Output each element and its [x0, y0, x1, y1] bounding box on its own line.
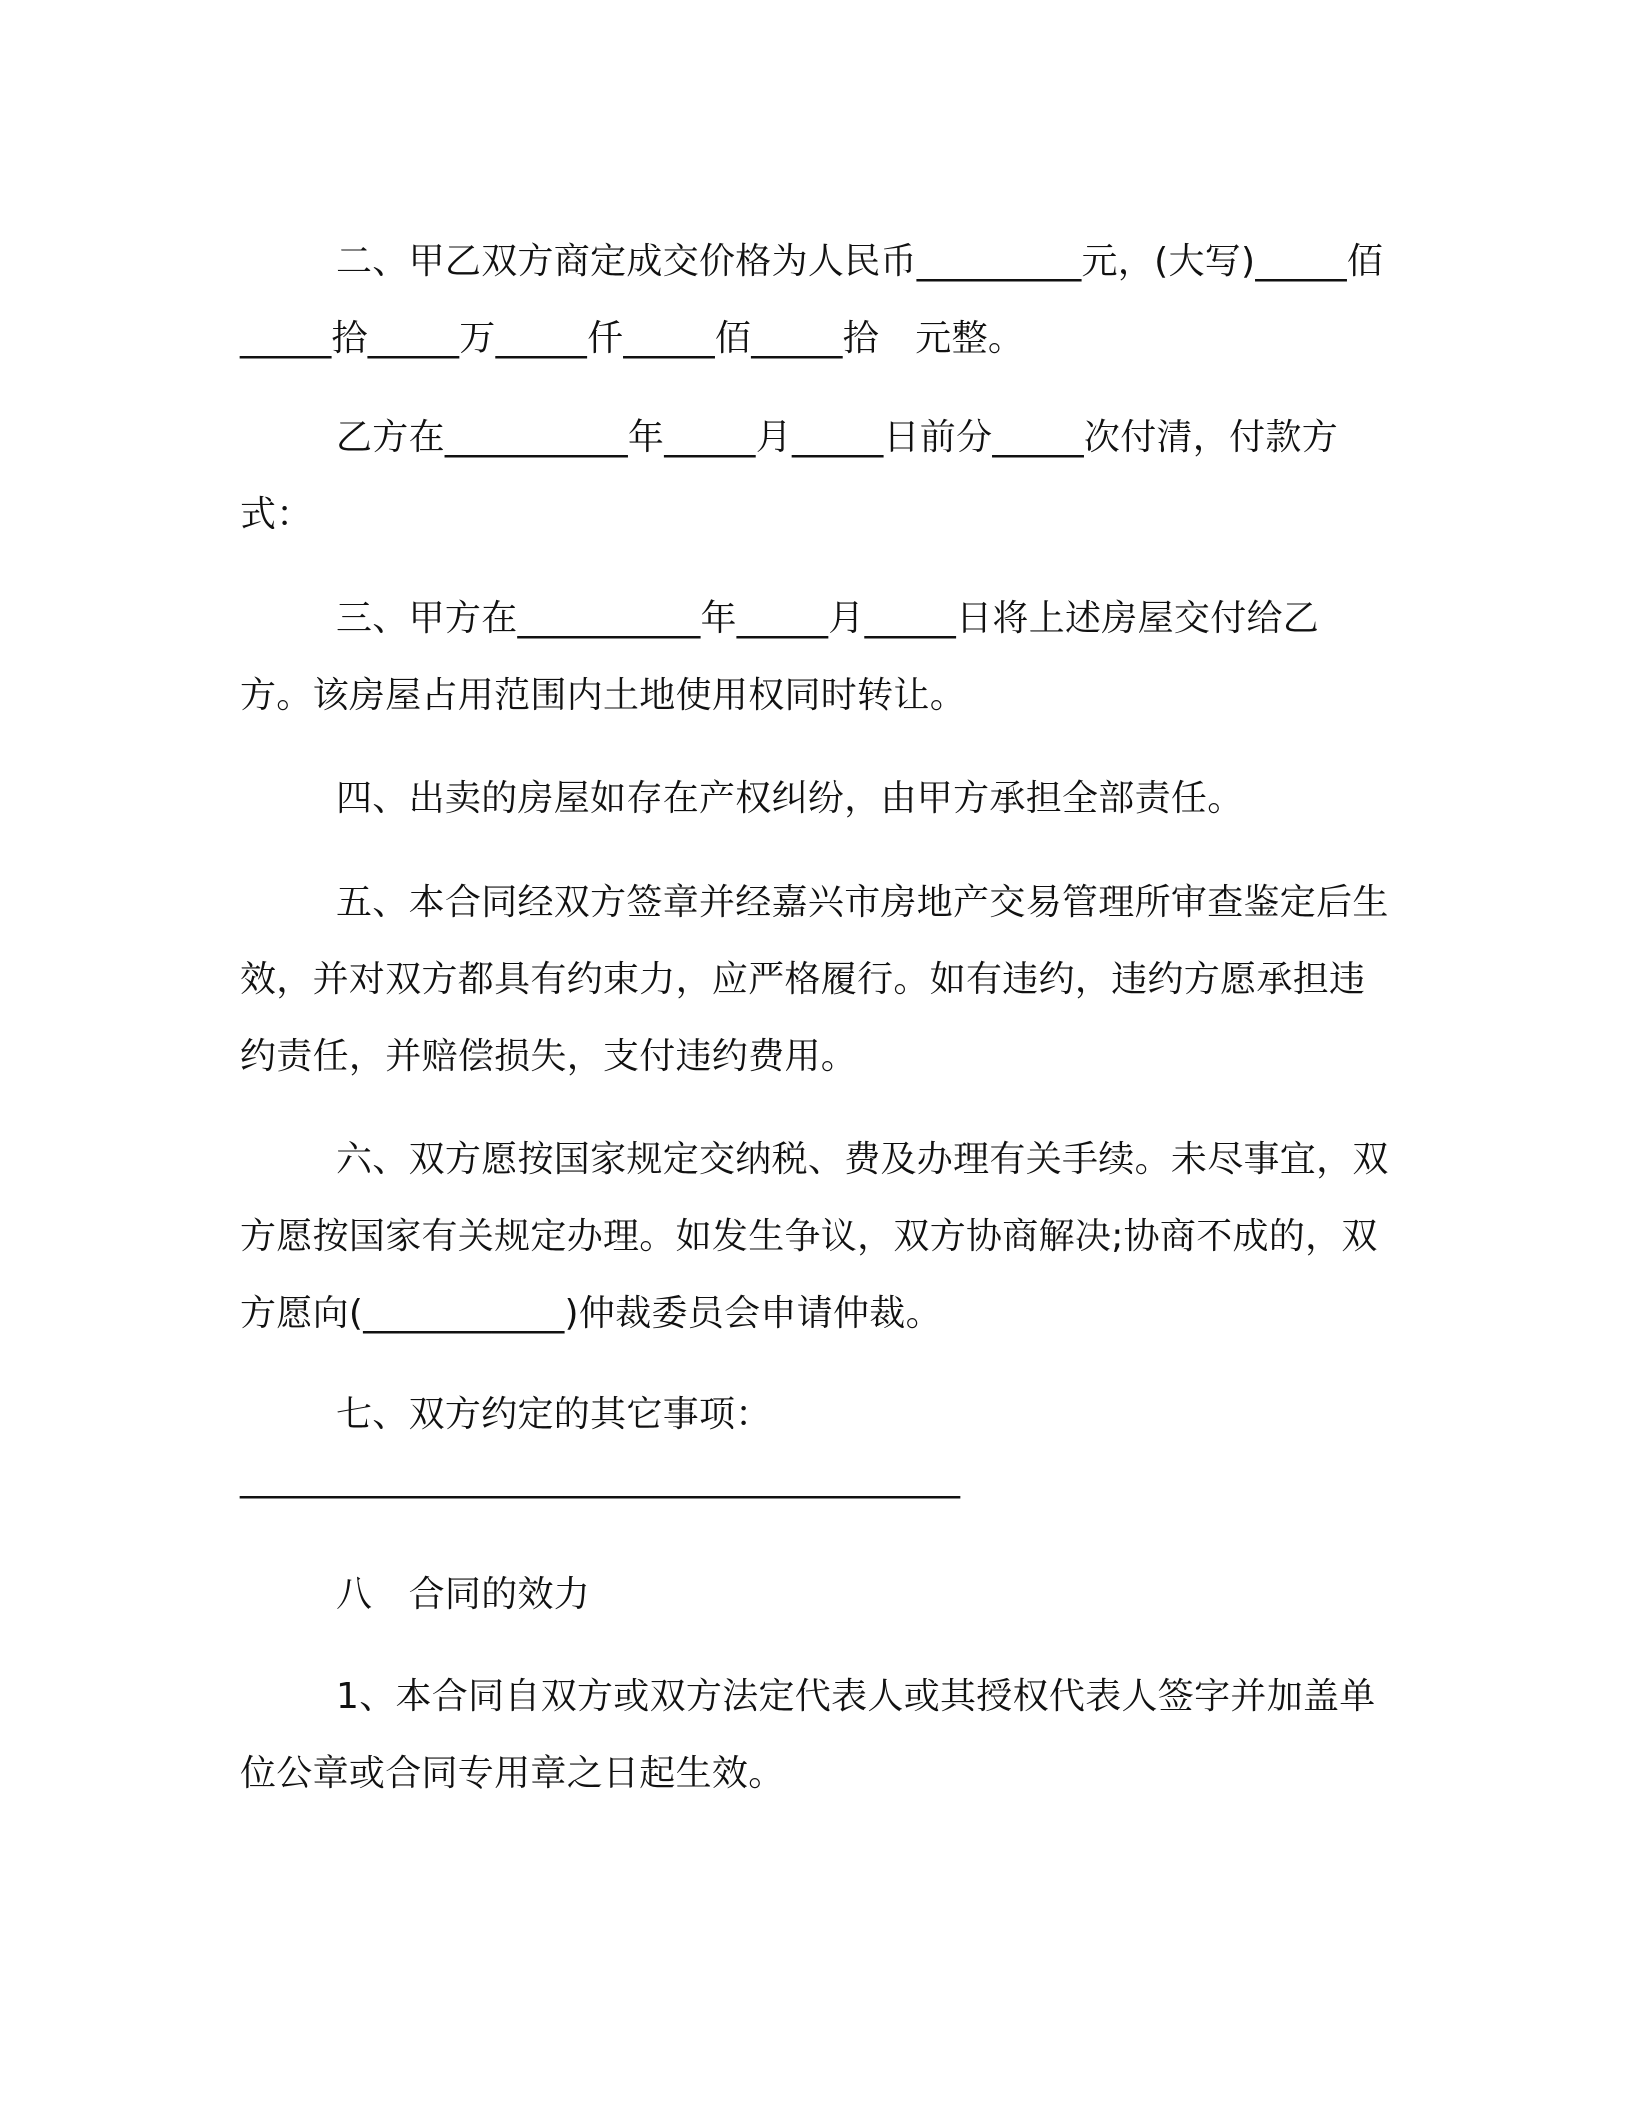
- delivery-clause: 三、甲方在__________年_____月_____日将上述房屋交付给乙方。该房屋占用范围内土地使用权同时转让。: [240, 598, 1320, 716]
- payment-clause: 乙方在__________年_____月_____日前分_____次付清，付款方式：: [240, 417, 1338, 535]
- price-clause: 二、甲乙双方商定成交价格为人民币_________元，(大写)_____佰_____拾_____万_____仟_____佰_____拾 元整。: [240, 241, 1384, 359]
- other-matters-blank: ________________________________________: [240, 1458, 960, 1499]
- taxes-and-dispute-clause: 六、双方愿按国家规定交纳税、费及办理有关手续。未尽事宜，双方愿按国家有关规定办理。如发生争议，双方协商解决;协商不成的，双方愿向(___________)仲裁委员会申请仲裁。: [240, 1139, 1389, 1334]
- other-matters-heading: 七、双方约定的其它事项：: [336, 1394, 772, 1435]
- validity-item-1: 1、本合同自双方或双方法定代表人或其授权代表人签字并加盖单位公章或合同专用章之日起生效。: [240, 1676, 1376, 1794]
- contract-validity-heading: 八 合同的效力: [336, 1574, 591, 1615]
- ownership-dispute-clause: 四、出卖的房屋如存在产权纠纷，由甲方承担全部责任。: [336, 778, 1244, 819]
- contract-effectiveness-clause: 五、本合同经双方签章并经嘉兴市房地产交易管理所审查鉴定后生效，并对双方都具有约束力，应严格履行。如有违约，违约方愿承担违约责任，并赔偿损失，支付违约费用。: [240, 882, 1389, 1077]
